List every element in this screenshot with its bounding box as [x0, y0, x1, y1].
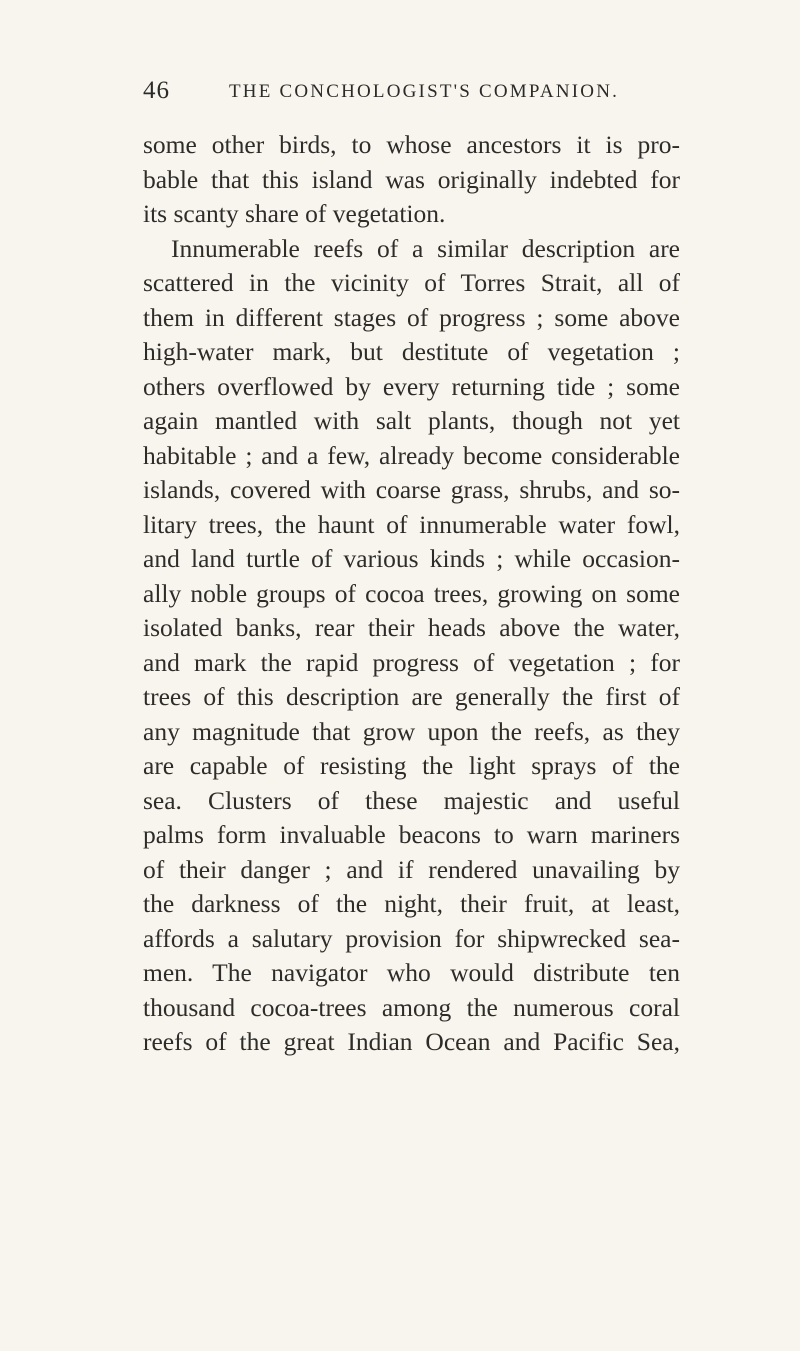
text-line: and mark the rapid progress of vegetation ; for — [143, 647, 680, 677]
text-line: some other birds, to whose ancestors it is pro- — [143, 130, 680, 159]
text-line: isolated banks, rear their heads above the water, — [143, 613, 680, 642]
text-line: bable that this island was originally indebted for — [143, 164, 680, 194]
page-number: 46 — [143, 77, 170, 104]
text-line: habitable ; and a few, already become considerable — [143, 440, 680, 470]
text-line: trees of this description are generally the first of — [143, 682, 680, 711]
text-line: them in different stages of progress ; some above — [143, 302, 680, 332]
text-line: others overflowed by every returning tide ; some — [143, 371, 680, 401]
text-line: affords a salutary provision for shipwrecked sea- — [143, 923, 680, 953]
text-line: scattered in the vicinity of Torres Strait, all of — [143, 268, 680, 297]
text-line: sea. Clusters of these majestic and useful — [143, 785, 680, 815]
text-line: palms form invaluable beacons to warn mariners — [143, 820, 680, 849]
text-line: men. The navigator who would distribute ten — [143, 958, 680, 987]
text-line: litary trees, the haunt of innumerable water fowl, — [143, 509, 680, 539]
text-line: ally noble groups of cocoa trees, growing on some — [143, 578, 680, 608]
text-line: and land turtle of various kinds ; while occasion- — [143, 544, 680, 573]
body-text — [143, 128, 680, 1060]
text-line: of their danger ; and if rendered unavailing by — [143, 854, 680, 884]
text-line: islands, covered with coarse grass, shrubs, and so- — [143, 475, 680, 504]
text-line: are capable of resisting the light sprays of the — [143, 751, 680, 780]
text-line: again mantled with salt plants, though not yet — [143, 406, 680, 435]
text-line: thousand cocoa-trees among the numerous coral — [143, 992, 680, 1022]
text-line: any magnitude that grow upon the reefs, as they — [143, 716, 680, 746]
text-line: high-water mark, but destitute of vegetation ; — [143, 337, 680, 366]
page-header — [143, 77, 683, 109]
text-line: the darkness of the night, their fruit, at least, — [143, 889, 680, 918]
running-head: THE CONCHOLOGIST'S COMPANION. — [229, 81, 620, 102]
text-line: Innumerable reefs of a similar description are — [171, 233, 680, 263]
text-line: its scanty share of vegetation. — [143, 199, 446, 228]
text-line: reefs of the great Indian Ocean and Pacific Sea, — [143, 1027, 680, 1056]
